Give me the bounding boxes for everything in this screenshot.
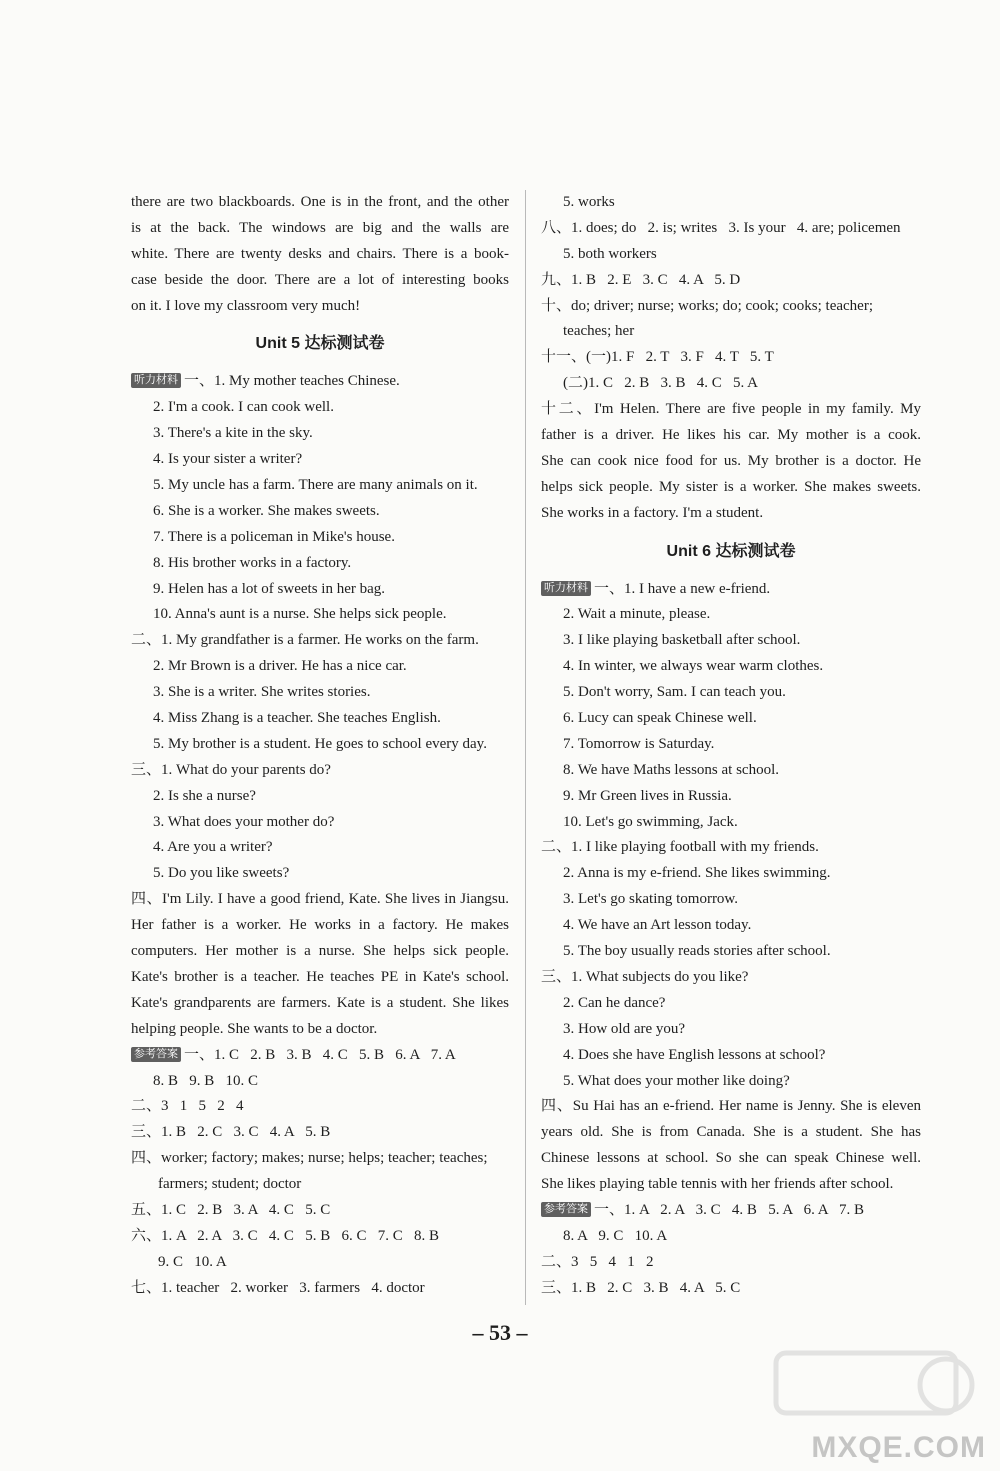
unit-6-title: Unit 6 达标测试卷 (666, 542, 796, 560)
watermark-text: MXQE.COM (811, 1431, 986, 1464)
listening-line: 5. Don't worry, Sam. I can teach you. (563, 684, 786, 701)
text-line: on it. I love my classroom very much! (131, 297, 361, 314)
passage-line: 十二、I'm Helen. There are five people in my family. My (541, 401, 921, 418)
listening-line: 3. I like playing basketball after school. (563, 632, 801, 649)
answer-line: 5. both workers (563, 245, 657, 262)
text-line: case beside the door. There are a lot of interesting books (131, 271, 509, 288)
text-line: white. There are twenty desks and chairs. There is a book- (131, 245, 509, 262)
passage-line: helping people. She wants to be a doctor. (131, 1020, 378, 1037)
right-column (541, 190, 921, 1302)
answer-line: 二、3 5 4 1 2 (541, 1253, 654, 1270)
listening-line: 10. Anna's aunt is a nurse. She helps sick people. (153, 606, 447, 623)
passage-line: computers. Her mother is a nurse. She helps sick people. (131, 943, 509, 960)
answer-line: 四、worker; factory; makes; nurse; helps; teacher; teaches; (131, 1150, 488, 1167)
listening-line: 2. Wait a minute, please. (563, 606, 711, 623)
answer-line: 七、1. teacher 2. worker 3. farmers 4. doctor (131, 1279, 425, 1296)
answer-line: 十一、(一)1. F 2. T 3. F 4. T 5. T (541, 349, 774, 366)
listening-line: 4. We have an Art lesson today. (563, 917, 752, 934)
answer-line: 十、do; driver; nurse; works; do; cook; cooks; teacher; (541, 297, 874, 314)
answer-line: 参考答案 一、1. A 2. A 3. C 4. B 5. A 6. A 7. B (541, 1198, 921, 1224)
answer-line: 九、1. B 2. E 3. C 4. A 5. D (541, 271, 741, 288)
listening-line: 三、1. What do your parents do? (131, 761, 331, 778)
listening-line: 2. Anna is my e-friend. She likes swimming. (563, 865, 831, 882)
listening-line: 4. Are you a writer? (153, 839, 273, 856)
listening-line: 9. Mr Green lives in Russia. (563, 787, 732, 804)
text-line: is at the back. The windows are big and the walls are (131, 219, 509, 236)
answer-tag: 参考答案 (131, 1047, 181, 1062)
listening-line: 二、1. I like playing football with my friends. (541, 839, 819, 856)
answer-line: 六、1. A 2. A 3. C 4. C 5. B 6. C 7. C 8. B (131, 1227, 439, 1244)
answer-line: 二、3 1 5 2 4 (131, 1098, 244, 1115)
answer-line: 参考答案 一、1. C 2. B 3. B 4. C 5. B 6. A 7. A (131, 1043, 509, 1069)
listening-line: 2. Mr Brown is a driver. He has a nice car. (153, 658, 407, 675)
listening-line: 2. Can he dance? (563, 994, 666, 1011)
listening-line: 7. Tomorrow is Saturday. (563, 735, 715, 752)
passage-line: 四、I'm Lily. I have a good friend, Kate. She lives in Jiangsu. (131, 891, 509, 908)
answer-line: farmers; student; doctor (158, 1176, 302, 1193)
page-number: – 53 – (472, 1320, 528, 1345)
listening-line: 5. My brother is a student. He goes to school every day. (153, 735, 487, 752)
answer-line: teaches; her (563, 323, 635, 340)
listening-line: 二、1. My grandfather is a farmer. He works on the farm. (131, 632, 479, 649)
passage-line: She likes playing table tennis with her friends after school. (541, 1176, 894, 1193)
listening-line: 三、1. What subjects do you like? (541, 968, 749, 985)
answer-line: 8. B 9. B 10. C (153, 1072, 259, 1089)
passage-line: 四、Su Hai has an e-friend. Her name is Jenny. She is eleven (541, 1098, 921, 1115)
listening-line: 5. What does your mother like doing? (563, 1072, 790, 1089)
answer-line: 三、1. B 2. C 3. B 4. A 5. C (541, 1279, 741, 1296)
listening-line: 3. She is a writer. She writes stories. (153, 684, 371, 701)
listening-line: 4. Does she have English lessons at school? (563, 1046, 826, 1063)
listening-line: 2. I'm a cook. I can cook well. (153, 399, 334, 416)
answer-line: 5. works (563, 194, 615, 210)
passage-line: years old. She is from Canada. She is a student. She has (541, 1124, 921, 1141)
passage-line: She can cook nice food for us. My brother is a doctor. He (541, 452, 921, 469)
left-column (131, 190, 509, 1302)
listening-line: 听力材料 一、1. My mother teaches Chinese. (131, 369, 509, 395)
listening-line: 3. Let's go skating tomorrow. (563, 891, 739, 908)
listening-line: 4. In winter, we always wear warm clothes. (563, 658, 824, 675)
column-divider (525, 190, 526, 1305)
passage-line: Kate's brother is a teacher. He teaches PE in Kate's school. (131, 968, 509, 985)
listening-tag: 听力材料 (541, 581, 591, 596)
text-line: there are two blackboards. One is in the front, and the other (131, 194, 509, 210)
listening-line: 6. She is a worker. She makes sweets. (153, 502, 380, 519)
listening-line: 3. There's a kite in the sky. (153, 425, 313, 442)
listening-line: 10. Let's go swimming, Jack. (563, 813, 738, 830)
listening-line: 7. There is a policeman in Mike's house. (153, 528, 395, 545)
listening-line: 3. What does your mother do? (153, 813, 335, 830)
listening-tag: 听力材料 (131, 373, 181, 388)
listening-line: 2. Is she a nurse? (153, 787, 256, 804)
listening-line: 4. Miss Zhang is a teacher. She teaches English. (153, 710, 441, 727)
passage-line: father is a driver. He likes his car. My mother is a cook. (541, 427, 921, 444)
listening-line: 4. Is your sister a writer? (153, 451, 303, 468)
listening-line: 8. His brother works in a factory. (153, 554, 352, 571)
listening-line: 5. The boy usually reads stories after school. (563, 943, 831, 960)
listening-line: 听力材料 一、1. I have a new e-friend. (541, 577, 921, 603)
answer-line: 八、1. does; do 2. is; writes 3. Is your 4. are; policemen (541, 219, 901, 236)
listening-line: 3. How old are you? (563, 1020, 686, 1037)
answer-line: 9. C 10. A (158, 1253, 227, 1270)
listening-line: 8. We have Maths lessons at school. (563, 761, 779, 778)
answer-line: 8. A 9. C 10. A (563, 1227, 668, 1244)
passage-line: Chinese lessons at school. So she can speak Chinese well. (541, 1150, 921, 1167)
passage-line: Kate's grandparents are farmers. Kate is a student. She likes (131, 994, 509, 1011)
passage-line: helps sick people. My sister is a worker. She makes sweets. (541, 478, 921, 495)
passage-line: She works in a factory. I'm a student. (541, 504, 764, 521)
listening-line: 9. Helen has a lot of sweets in her bag. (153, 580, 386, 597)
listening-line: 5. My uncle has a farm. There are many animals on it. (153, 477, 478, 494)
answer-line: (二)1. C 2. B 3. B 4. C 5. A (563, 375, 759, 392)
answer-line: 五、1. C 2. B 3. A 4. C 5. C (131, 1201, 331, 1218)
listening-line: 6. Lucy can speak Chinese well. (563, 710, 757, 727)
passage-line: Her father is a worker. He works in a factory. He makes (131, 917, 509, 934)
unit-5-title: Unit 5 达标测试卷 (255, 335, 385, 353)
answer-tag: 参考答案 (541, 1202, 591, 1217)
listening-line: 5. Do you like sweets? (153, 865, 290, 882)
answer-line: 三、1. B 2. C 3. C 4. A 5. B (131, 1124, 331, 1141)
